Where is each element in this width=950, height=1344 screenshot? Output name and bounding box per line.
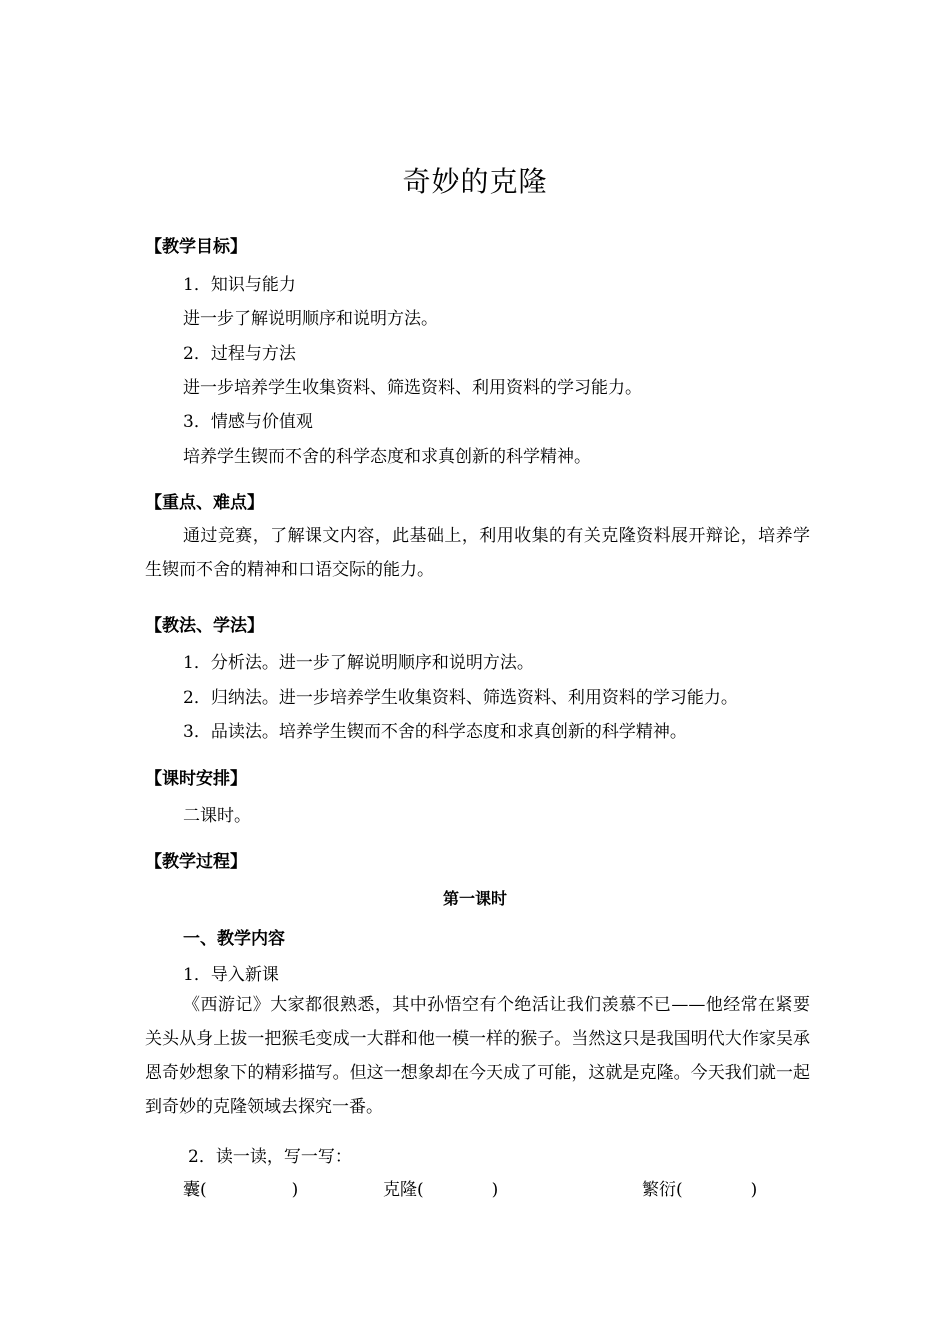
objective-item: 进一步培养学生收集资料、筛选资料、利用资料的学习能力。 xyxy=(183,378,642,398)
vocab-item: 克隆( ) xyxy=(383,1180,499,1200)
vocab-item: 繁衍( ) xyxy=(642,1180,758,1200)
vocab-item: 囊( ) xyxy=(183,1180,299,1200)
lesson-title: 第一课时 xyxy=(442,889,507,908)
objectives-heading: 【教学目标】 xyxy=(145,237,247,257)
objective-item: 3．情感与价值观 xyxy=(183,412,313,432)
key-points-heading: 【重点、难点】 xyxy=(145,493,264,513)
process-heading: 【教学过程】 xyxy=(145,852,247,872)
objective-item: 培养学生锲而不舍的科学态度和求真创新的科学精神。 xyxy=(183,447,591,467)
objective-item: 1．知识与能力 xyxy=(183,275,296,295)
method-item: 3．品读法。培养学生锲而不舍的科学态度和求真创新的科学精神。 xyxy=(183,722,687,742)
part-title: 一、教学内容 xyxy=(183,929,285,949)
schedule-heading: 【课时安排】 xyxy=(145,769,247,789)
page-title: 奇妙的克隆 xyxy=(402,165,548,198)
method-item: 2．归纳法。进一步培养学生收集资料、筛选资料、利用资料的学习能力。 xyxy=(183,688,738,708)
objective-item: 2．过程与方法 xyxy=(183,344,296,364)
step-title: 2．读一读，写一写： xyxy=(188,1147,352,1167)
methods-heading: 【教法、学法】 xyxy=(145,616,264,636)
objective-item: 进一步了解说明顺序和说明方法。 xyxy=(183,309,438,329)
key-points-text: 通过竞赛，了解课文内容，此基础上，利用收集的有关克隆资料展开辩论，培养学生锲而不舍的精神和口语交际的能力。 xyxy=(145,526,810,580)
schedule-text: 二课时。 xyxy=(183,806,251,826)
method-item: 1．分析法。进一步了解说明顺序和说明方法。 xyxy=(183,653,534,673)
step-title: 1．导入新课 xyxy=(183,965,279,985)
intro-text: 《西游记》大家都很熟悉，其中孙悟空有个绝活让我们羡慕不已——他经常在紧要关头从身上拔一把猴毛变成一大群和他一模一样的猴子。当然这只是我国明代大作家吴承恩奇妙想象下的精彩描写。但这一想象却在今天成了可能，这就是克隆。今天我们就一起到奇妙的克隆领域去探究一番。 xyxy=(145,995,810,1117)
